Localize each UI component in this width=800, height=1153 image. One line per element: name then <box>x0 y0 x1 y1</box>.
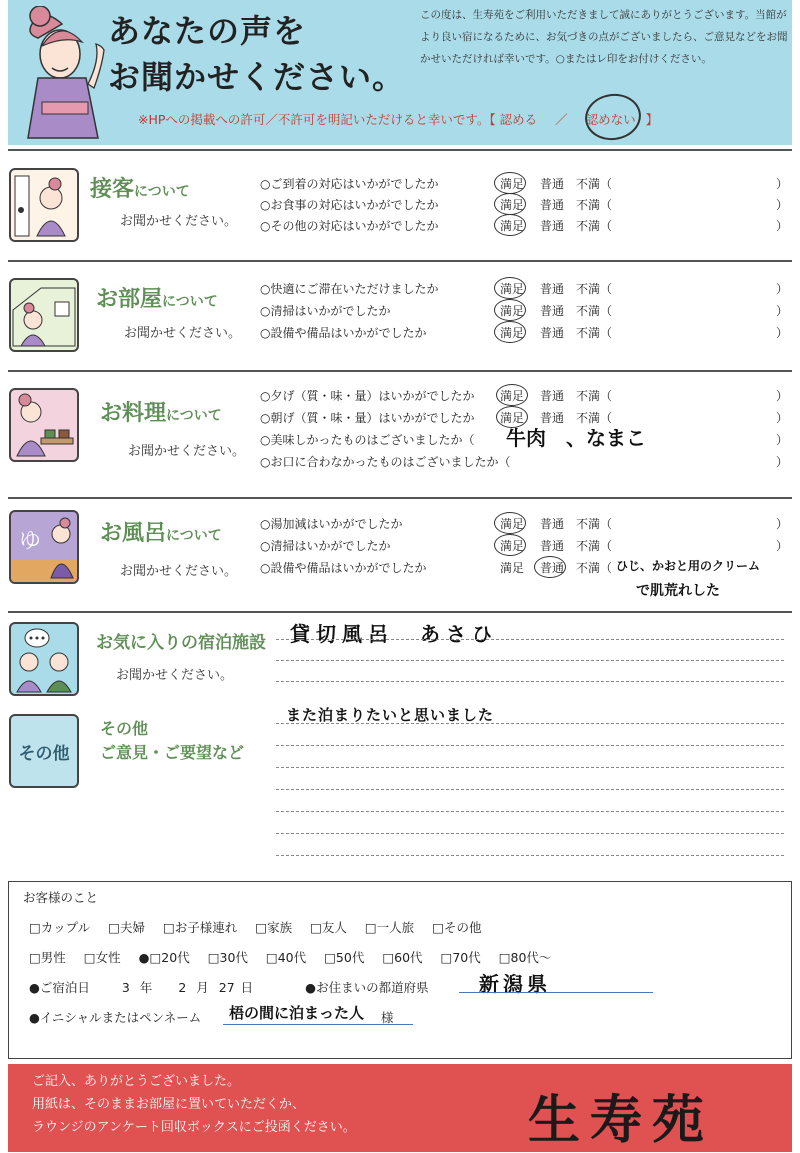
selected-mark <box>494 214 526 236</box>
service-section-icon <box>9 168 79 242</box>
service-section-subtitle: お聞かせください。 <box>120 214 238 229</box>
hp-permission-line: ※HPへの掲載への許可／不許可を明記いただけると幸いです。【 認める ／ 認めない 】 <box>138 112 659 127</box>
stay-year-value[interactable]: 3 <box>121 980 130 995</box>
question-bath-equipment: ○設備や備品はいかがでしたか <box>260 561 427 575</box>
selected-mark <box>496 384 528 406</box>
question-bath-temperature: ○湯加減はいかがでしたか <box>260 517 403 531</box>
cuisine-section-subtitle: お聞かせください。 <box>128 444 246 459</box>
footer-banner <box>8 1064 792 1152</box>
age-50s-checkbox[interactable]: □50代 <box>324 950 365 965</box>
selected-mark <box>496 406 528 428</box>
companion-family-checkbox[interactable]: □家族 <box>255 920 293 935</box>
initial-value[interactable]: 梧の間に泊まった人 <box>229 1004 365 1022</box>
selected-mark <box>494 193 526 215</box>
rating-options[interactable]: 満足 普通 不満（ <box>500 389 613 403</box>
question-meal-service: ○お食事の対応はいかがでしたか <box>260 198 439 212</box>
initial-underline <box>223 1024 413 1025</box>
other-comment-answer[interactable]: また泊まりたいと思いました <box>286 706 495 724</box>
favorite-facility-section-icon <box>9 622 79 696</box>
age-80s-checkbox[interactable]: □80代〜 <box>498 950 552 965</box>
svg-text:ゆ: ゆ <box>19 529 42 554</box>
rating-options[interactable]: 満足 普通 不満（ <box>500 219 613 233</box>
question-dinner: ○夕げ（質・味・量）はいかがでしたか <box>260 389 475 403</box>
stay-month-value[interactable]: 2 <box>178 980 187 995</box>
intro-text: この度は、生寿苑をご利用いただきまして誠にありがとうございます。当館がより良い宿になるために、お気づきの点がございましたら、ご意見などをお聞かせいただければ幸いです。○またはレ印をお付けください。 <box>420 9 788 65</box>
answer-line <box>276 681 784 682</box>
question-arrival: ○ご到着の対応はいかがでしたか <box>260 177 439 191</box>
favorite-facility-section-title: お気に入りの宿泊施設 <box>96 633 266 653</box>
woman-illustration-icon <box>12 6 112 142</box>
other-section-subtitle: ご意見・ご要望など <box>100 743 245 762</box>
selected-mark <box>494 512 526 534</box>
bath-equipment-comment-1[interactable]: ひじ、かおと用のクリーム <box>616 559 761 573</box>
age-20s-checkbox[interactable]: ●□20代 <box>138 950 190 965</box>
inn-logo: 生寿苑 <box>528 1090 715 1151</box>
selected-mark <box>534 556 566 578</box>
companion-options <box>29 918 495 936</box>
rating-options[interactable]: 満足 普通 不満（ <box>500 282 613 296</box>
section-divider <box>8 370 792 372</box>
stay-date-label: ●ご宿泊日 <box>29 980 90 995</box>
selected-mark <box>494 534 526 556</box>
companion-other-checkbox[interactable]: □その他 <box>432 920 482 935</box>
answer-line <box>276 723 784 724</box>
hp-deny-option[interactable]: 認めない <box>585 112 636 127</box>
page-title: あなたの声を お聞かせください。 <box>108 12 406 96</box>
footer-message: ご記入、ありがとうございました。 用紙は、そのままお部屋に置いていただくか、 ラウンジのアンケート回収ボックスにご投函ください。 <box>32 1074 356 1135</box>
other-section-title: その他 <box>100 719 149 738</box>
rating-options[interactable]: 満足 普通 不満（ <box>500 517 613 531</box>
room-section-subtitle: お聞かせください。 <box>124 326 242 341</box>
question-favorite-food: ○美味しかったものはございましたか（ <box>260 433 475 447</box>
question-other-service: ○その他の対応はいかがでしたか <box>260 219 439 233</box>
section-divider <box>8 497 792 499</box>
rating-options[interactable]: 満足 普通 不満（ <box>500 304 613 318</box>
initial-label: ●イニシャルまたはペンネーム <box>29 1010 202 1025</box>
header-banner <box>8 0 792 145</box>
selected-mark <box>494 299 526 321</box>
section-divider <box>8 260 792 262</box>
hp-allow-option[interactable]: 認める <box>499 112 538 127</box>
guest-info-heading: お客様のこと <box>23 890 99 905</box>
age-40s-checkbox[interactable]: □40代 <box>265 950 307 965</box>
rating-options[interactable]: 満足 普通 不満（ <box>500 326 613 340</box>
rating-options[interactable]: 満足 普通 不満（ <box>500 198 613 212</box>
section-divider <box>8 611 792 613</box>
selected-mark <box>494 172 526 194</box>
bath-section-icon <box>9 510 79 584</box>
companion-couple-checkbox[interactable]: □カップル <box>29 920 91 935</box>
prefecture-underline <box>459 992 653 993</box>
question-comfort: ○快適にご滞在いただけましたか <box>260 282 439 296</box>
companion-children-checkbox[interactable]: □お子様連れ <box>162 920 238 935</box>
bath-equipment-comment-2[interactable]: で肌荒れした <box>636 583 720 599</box>
answer-line <box>276 789 784 790</box>
answer-line <box>276 811 784 812</box>
room-section-icon <box>9 278 79 352</box>
cuisine-section-icon <box>9 388 79 462</box>
other-section-icon <box>9 714 79 788</box>
favorite-food-answer[interactable]: 牛肉 、なまこ <box>506 426 646 450</box>
answer-line <box>276 639 784 640</box>
selected-mark <box>494 321 526 343</box>
bath-section-subtitle: お聞かせください。 <box>120 564 238 579</box>
answer-line <box>276 660 784 661</box>
room-section-title: お部屋について <box>96 287 218 312</box>
favorite-facility-section-subtitle: お聞かせください。 <box>116 668 234 683</box>
gender-female-checkbox[interactable]: □女性 <box>83 950 121 965</box>
answer-line <box>276 855 784 856</box>
answer-line <box>276 767 784 768</box>
question-room-cleaning: ○清掃はいかがでしたか <box>260 304 391 318</box>
gender-male-checkbox[interactable]: □男性 <box>29 950 66 965</box>
stay-date-row: ●ご宿泊日 3 年 2 月 27 日 ●お住まいの都道府県 <box>29 980 429 995</box>
question-bath-cleaning: ○清掃はいかがでしたか <box>260 539 391 553</box>
rating-options[interactable]: 満足 普通 不満（ <box>500 539 613 553</box>
companion-solo-checkbox[interactable]: □一人旅 <box>364 920 415 935</box>
hp-allow-circle-mark <box>582 90 644 143</box>
rating-options[interactable]: 満足 普通 不満（ <box>500 561 613 575</box>
selected-mark <box>494 277 526 299</box>
age-30s-checkbox[interactable]: □30代 <box>207 950 248 965</box>
companion-friends-checkbox[interactable]: □友人 <box>310 920 347 935</box>
gender-age-options <box>29 948 565 966</box>
favorite-facility-answer[interactable]: 貸切風呂 あさひ <box>290 622 498 646</box>
stay-day-value[interactable]: 27 <box>218 980 235 995</box>
age-60s-checkbox[interactable]: □60代 <box>382 950 423 965</box>
initial-row <box>29 1008 201 1026</box>
cuisine-section-title: お料理について <box>100 401 222 426</box>
answer-line <box>276 745 784 746</box>
prefecture-label: ●お住まいの都道府県 <box>305 980 429 995</box>
rating-options[interactable]: 満足 普通 不満（ <box>500 411 613 425</box>
question-room-equipment: ○設備や備品はいかがでしたか <box>260 326 427 340</box>
age-70s-checkbox[interactable]: □70代 <box>440 950 481 965</box>
section-divider <box>8 149 792 151</box>
other-icon-label: その他 <box>18 743 70 764</box>
prefecture-value[interactable]: 新潟県 <box>479 972 551 996</box>
question-breakfast: ○朝げ（質・味・量）はいかがでしたか <box>260 411 475 425</box>
bath-section-title: お風呂について <box>100 521 222 546</box>
question-disliked-food: ○お口に合わなかったものはございましたか（ <box>260 455 511 469</box>
answer-line <box>276 833 784 834</box>
guest-info-box: お客様のこと □カップル □夫婦 □お子様連れ □家族 □友人 □一人旅 □その他 □男性 □女性 ●□20代 □30代 □40代 □50代 □60代 □70代 □80代〜 ●ご宿泊日 3 年 2 月 27 日 ●お住まいの都道府県 新潟県 ●イニシャルまたはペンネーム 梧の間に泊まった人 様 <box>8 881 792 1059</box>
rating-options[interactable]: 満足 普通 不満（ <box>500 177 613 191</box>
service-section-title: 接客について <box>90 177 190 202</box>
companion-married-checkbox[interactable]: □夫婦 <box>108 920 145 935</box>
